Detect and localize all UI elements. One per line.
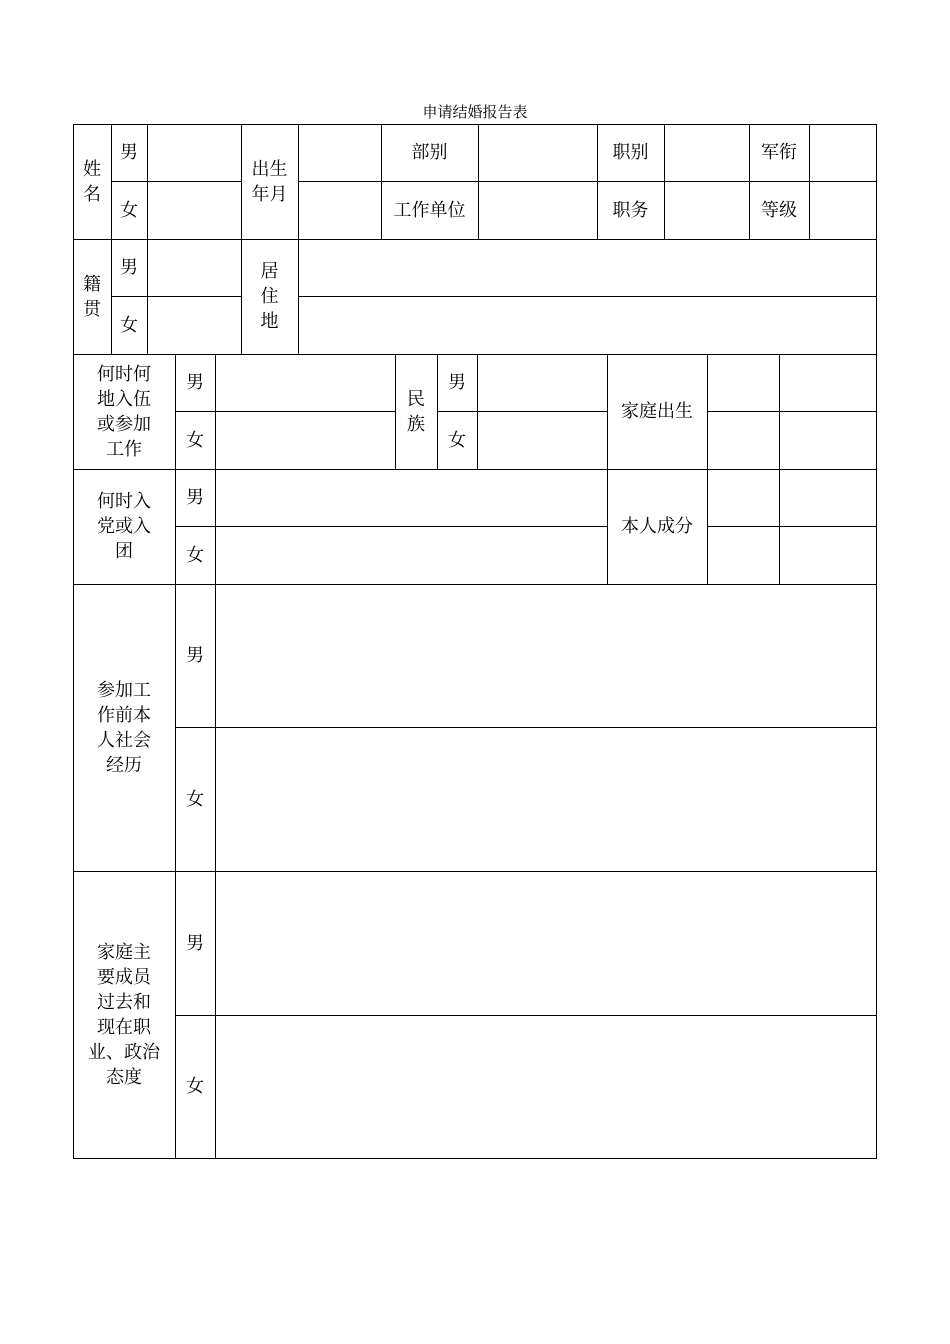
- male-label: 男: [186, 487, 204, 508]
- residence-label: 居 住 地: [260, 261, 279, 332]
- family-members-male-field[interactable]: [215, 871, 876, 1015]
- social-history-male-field[interactable]: [215, 584, 876, 727]
- personal-status-label: 本人成分: [621, 516, 693, 537]
- personal-status-male-field-2[interactable]: [779, 469, 876, 526]
- department-field[interactable]: [478, 124, 597, 181]
- residence-male-field[interactable]: [298, 239, 876, 296]
- personal-status-male-field[interactable]: [707, 469, 779, 526]
- family-origin-male-field-2[interactable]: [779, 354, 876, 411]
- female-label: 女: [120, 314, 138, 336]
- ethnicity-label: 民 族: [407, 388, 425, 435]
- rank-label: 军衔: [761, 142, 797, 163]
- rank-field[interactable]: [809, 124, 876, 181]
- ethnicity-female-field[interactable]: [477, 411, 607, 469]
- social-history-female-field[interactable]: [215, 727, 876, 871]
- male-label: 男: [120, 142, 138, 163]
- family-origin-female-field[interactable]: [707, 411, 779, 469]
- male-label: 男: [448, 372, 466, 393]
- female-label: 女: [186, 1076, 204, 1097]
- birth-male-field[interactable]: [298, 124, 381, 181]
- ethnicity-male-field[interactable]: [477, 354, 607, 411]
- native-place-label: 籍 贯: [83, 273, 101, 320]
- enlist-female-field[interactable]: [215, 411, 395, 469]
- family-origin-female-field-2[interactable]: [779, 411, 876, 469]
- family-members-label: 家庭主 要成员 过去和 现在职 业、政治 态度: [88, 941, 160, 1088]
- name-female-field[interactable]: [147, 181, 241, 239]
- male-label: 男: [120, 257, 138, 278]
- form-title: 申请结婚报告表: [422, 103, 528, 121]
- native-place-female-field[interactable]: [147, 296, 241, 354]
- family-members-female-field[interactable]: [215, 1015, 876, 1158]
- female-label: 女: [186, 429, 204, 451]
- grade-field[interactable]: [809, 181, 876, 239]
- personal-status-female-field-2[interactable]: [779, 526, 876, 584]
- social-history-label: 参加工 作前本 人社会 经历: [97, 679, 151, 776]
- work-unit-label: 工作单位: [393, 199, 466, 221]
- birth-date-label: 出生 年月: [251, 158, 288, 205]
- department-label: 部别: [411, 142, 448, 163]
- female-label: 女: [448, 429, 466, 451]
- join-party-label: 何时入 党或入 团: [97, 491, 151, 562]
- native-place-male-field[interactable]: [147, 239, 241, 296]
- male-label: 男: [186, 372, 204, 393]
- duty-field[interactable]: [664, 181, 749, 239]
- male-label: 男: [186, 645, 204, 666]
- personal-status-female-field[interactable]: [707, 526, 779, 584]
- female-label: 女: [186, 788, 204, 810]
- female-label: 女: [120, 199, 138, 221]
- name-male-field[interactable]: [147, 124, 241, 181]
- join-party-male-field[interactable]: [215, 469, 607, 526]
- enlist-male-field[interactable]: [215, 354, 395, 411]
- name-label: 姓 名: [83, 158, 101, 205]
- female-label: 女: [186, 544, 204, 566]
- birth-female-field[interactable]: [298, 181, 381, 239]
- family-origin-label: 家庭出生: [621, 401, 693, 422]
- position-class-field[interactable]: [664, 124, 749, 181]
- residence-female-field[interactable]: [298, 296, 876, 354]
- position-class-label: 职别: [612, 142, 649, 163]
- family-origin-male-field[interactable]: [707, 354, 779, 411]
- duty-label: 职务: [612, 199, 649, 221]
- grade-label: 等级: [761, 199, 797, 221]
- enlist-label: 何时何 地入伍 或参加 工作: [97, 363, 151, 460]
- male-label: 男: [186, 932, 204, 954]
- work-unit-field[interactable]: [478, 181, 597, 239]
- join-party-female-field[interactable]: [215, 526, 607, 584]
